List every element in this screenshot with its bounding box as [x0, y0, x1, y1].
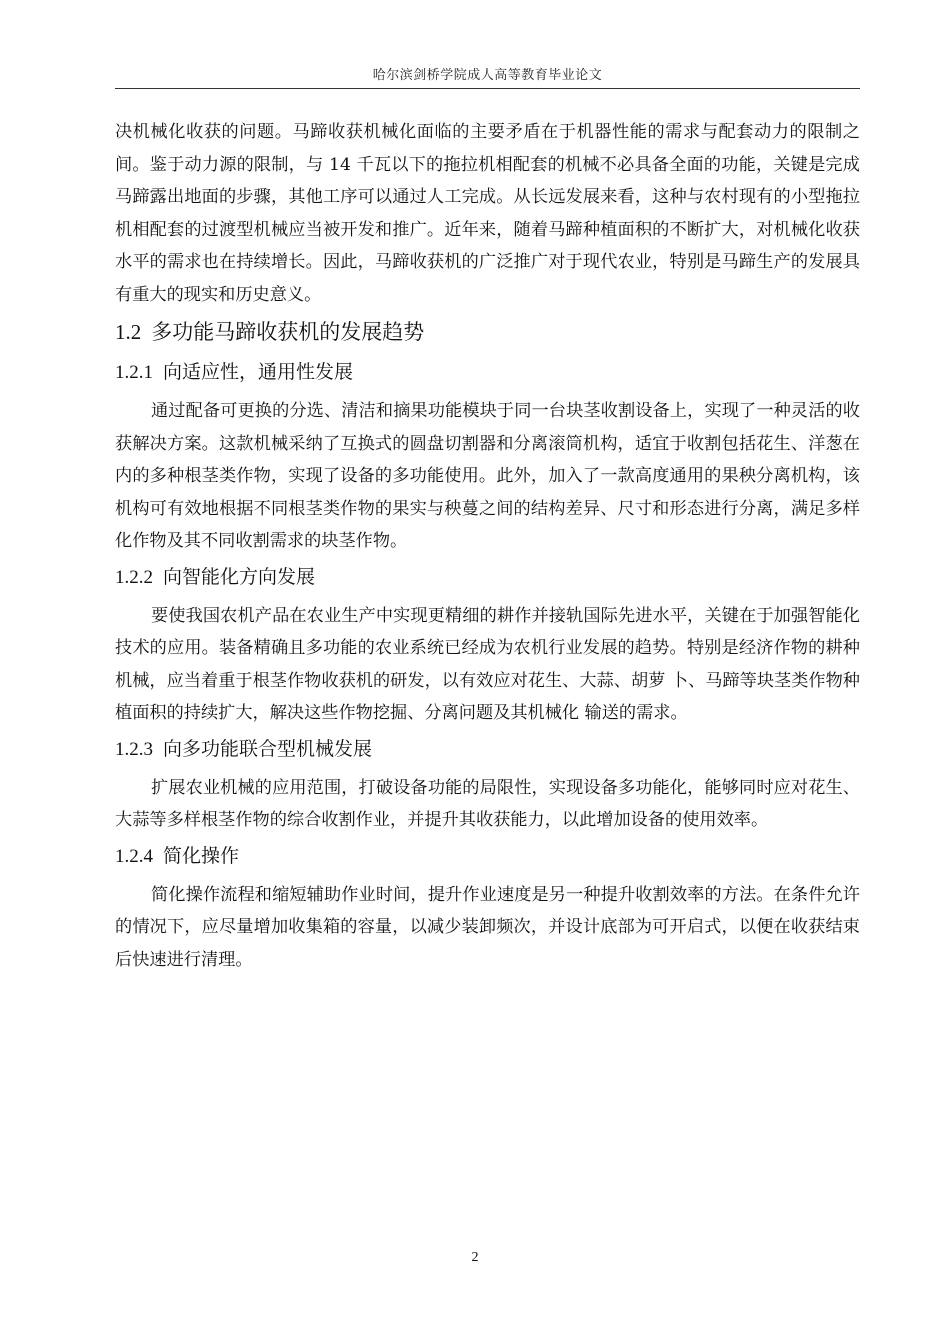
subsection-paragraph-1: 通过配备可更换的分选、清洁和摘果功能模块于同一台块茎收割设备上，实现了一种灵活的收获解决方案。这款机械采纳了互换式的圆盘切割器和分离滚筒机构，适宜于收割包括花生、洋葱在内的多种根茎类作物，实现了设备的多功能使用。此外，加入了一款高度通用的果秧分离机构，该机构可有效地根据不同根茎类作物的果实与秧蔓之间的结构差异、尺寸和形态进行分离，满足多样化作物及其不同收割需求的块茎作物。 — [115, 401, 860, 551]
page-content — [115, 116, 860, 976]
subsection-paragraph-4: 简化操作流程和缩短辅助作业时间，提升作业速度是另一种提升收割效率的方法。在条件允许的情况下，应尽量增加收集箱的容量，以减少装卸频次，并设计底部为可开启式，以便在收获结束后快速进行清理。 — [115, 884, 860, 970]
subsection-heading-4 — [115, 840, 860, 873]
subsection-number: 1.2.4 — [115, 845, 153, 867]
subsection-number: 1.2.3 — [115, 738, 153, 760]
running-header: 哈尔滨剑桥学院成人高等教育毕业论文 — [372, 68, 603, 83]
subsection-title: 向适应性，通用性发展 — [163, 361, 354, 383]
page-number: 2 — [471, 1250, 479, 1265]
subsection-title: 向智能化方向发展 — [163, 565, 316, 588]
subsection-heading-2 — [115, 561, 860, 594]
section-number: 1.2 — [115, 320, 142, 344]
subsection-number: 1.2.2 — [115, 566, 153, 588]
subsection-paragraph-2: 要使我国农机产品在农业生产中实现更精细的耕作并接轨国际先进水平，关键在于加强智能化技术的应用。装备精确且多功能的农业系统已经成为农机行业发展的趋势。特别是经济作物的耕种机械，应当着重于根茎作物收获机的研发，以有效应对花生、大蒜、胡萝 卜、马蹄等块茎类作物种植面积的持续扩大，解决这些作物挖掘、分离问题及其机械化 输送的需求。 — [115, 605, 860, 723]
subsection-title: 向多功能联合型机械发展 — [163, 737, 373, 760]
subsection-paragraph-3: 扩展农业机械的应用范围，打破设备功能的局限性，实现设备多功能化，能够同时应对花生、大蒜等多样根茎作物的综合收割作业，并提升其收获能力，以此增加设备的使用效率。 — [115, 777, 860, 830]
subsection-heading-3 — [115, 733, 860, 766]
subsection-heading-1 — [115, 356, 860, 389]
section-title: 多功能马蹄收获机的发展趋势 — [151, 320, 425, 344]
subsection-number: 1.2.1 — [115, 362, 153, 383]
subsection-title: 简化操作 — [163, 844, 240, 867]
section-heading — [115, 316, 860, 348]
header-divider — [115, 88, 860, 89]
intro-paragraph: 决机械化收获的问题。马蹄收获机械化面临的主要矛盾在于机器性能的需求与配套动力的限制之间。鉴于动力源的限制，与 14 千瓦以下的拖拉机相配套的机械不必具备全面的功能，关键是完成马蹄露出地面的步骤，其他工序可以通过人工完成。从长远发展来看，这种与农村现有的小型拖拉机相配套的过渡型机械应当被开发和推广。近年来，随着马蹄种植面积的不断扩大，对机械化收获水平的需求也在持续增长。因此，马蹄收获机的广泛推广对于现代农业，特别是马蹄生产的发展具有重大的现实和历史意义。 — [115, 122, 860, 305]
